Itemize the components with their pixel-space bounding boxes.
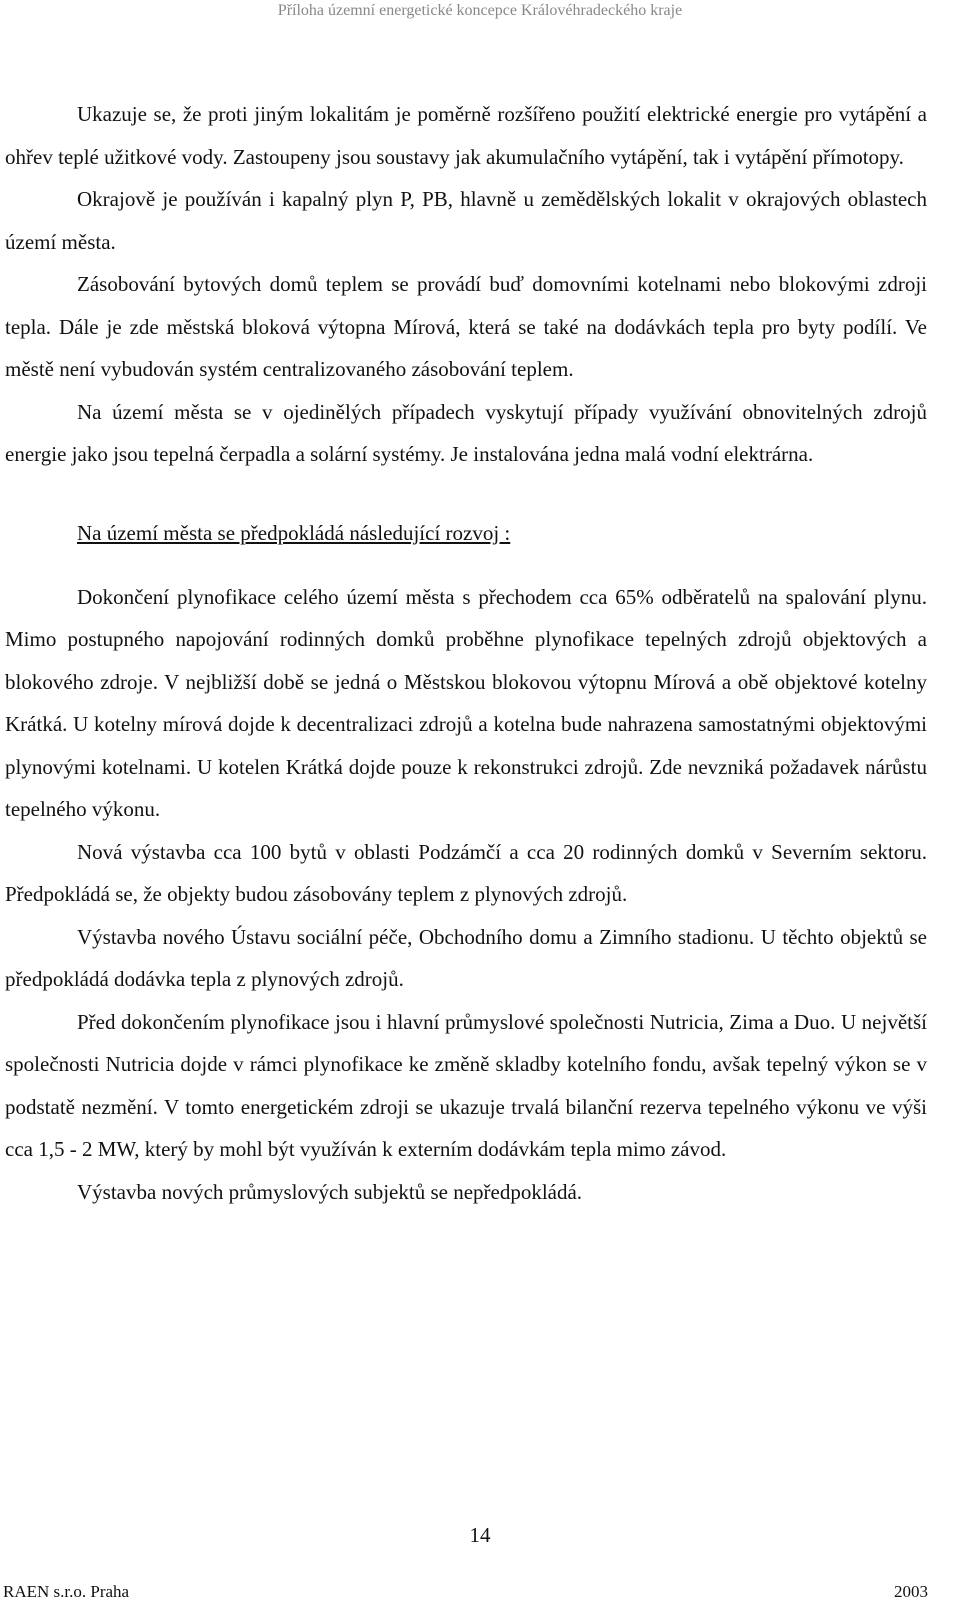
paragraph: Dokončení plynofikace celého území města s přechodem cca 65% odběratelů na spalování plynu. Mimo postupného napojování rodinných domků proběhne plynofikace tepelných zdrojů objektových a blokového zdroje. V nejbližší době se jedná o Městskou blokovou výtopnu Mírová a obě objektové kotelny Krátká. U kotelny mírová dojde k decentralizaci zdrojů a kotelna bude nahrazena samostatnými objektovými plynovými kotelnami. U kotelen Krátká dojde pouze k rekonstrukci zdrojů. Zde nevzniká požadavek nárůstu tepelného výkonu. [5, 584, 927, 821]
paragraph: Okrajově je používán i kapalný plyn P, PB, hlavně u zemědělských lokalit v okrajových oblastech území města. [5, 187, 927, 254]
page-header: Příloha územní energetické koncepce Královéhradeckého kraje [277, 2, 683, 19]
spacer [5, 554, 927, 576]
page-number: 14 [469, 1523, 491, 1547]
paragraph: Výstavba nových průmyslových subjektů se nepředpokládá. [77, 1179, 583, 1204]
section-heading: Na území města se předpokládá následující rozvoj : [77, 520, 511, 545]
paragraph: Výstavba nového Ústavu sociální péče, Obchodního domu a Zimního stadionu. U těchto objektů se předpokládá dodávka tepla z plynových zdrojů. [5, 924, 927, 991]
paragraph: Před dokončením plynofikace jsou i hlavní průmyslové společnosti Nutricia, Zima a Duo. U největší společnosti Nutricia dojde v rámci plynofikace ke změně skladby kotelního fondu, avšak tepelný výkon se v podstatě nezmění. V tomto energetickém zdroji se ukazuje trvalá bilanční rezerva tepelného výkonu ve výši cca 1,5 - 2 MW, který by mohl být využíván k externím dodávkám tepla mimo závod. [5, 1009, 927, 1161]
footer-company: RAEN s.r.o. Praha [3, 1582, 130, 1601]
paragraph: Nová výstavba cca 100 bytů v oblasti Podzámčí a cca 20 rodinných domků v Severním sektoru. Předpokládá se, že objekty budou zásobovány teplem z plynových zdrojů. [5, 839, 927, 906]
paragraph: Na území města se v ojedinělých případech vyskytují případy využívání obnovitelných zdrojů energie jako jsou tepelná čerpadla a solární systémy. Je instalována jedna malá vodní elektrárna. [5, 399, 927, 466]
document-body [5, 93, 927, 1213]
paragraph: Zásobování bytových domů teplem se provádí buď domovními kotelnami nebo blokovými zdroji tepla. Dále je zde městská bloková výtopna Mírová, která se také na dodávkách tepla pro byty podílí. Ve městě není vybudován systém centralizovaného zásobování teplem. [5, 272, 927, 381]
paragraph: Ukazuje se, že proti jiným lokalitám je poměrně rozšířeno použití elektrické energie pro vytápění a ohřev teplé užitkové vody. Zastoupeny jsou soustavy jak akumulačního vytápění, tak i vytápění přímotopy. [5, 102, 927, 169]
footer-year: 2003 [894, 1582, 928, 1601]
